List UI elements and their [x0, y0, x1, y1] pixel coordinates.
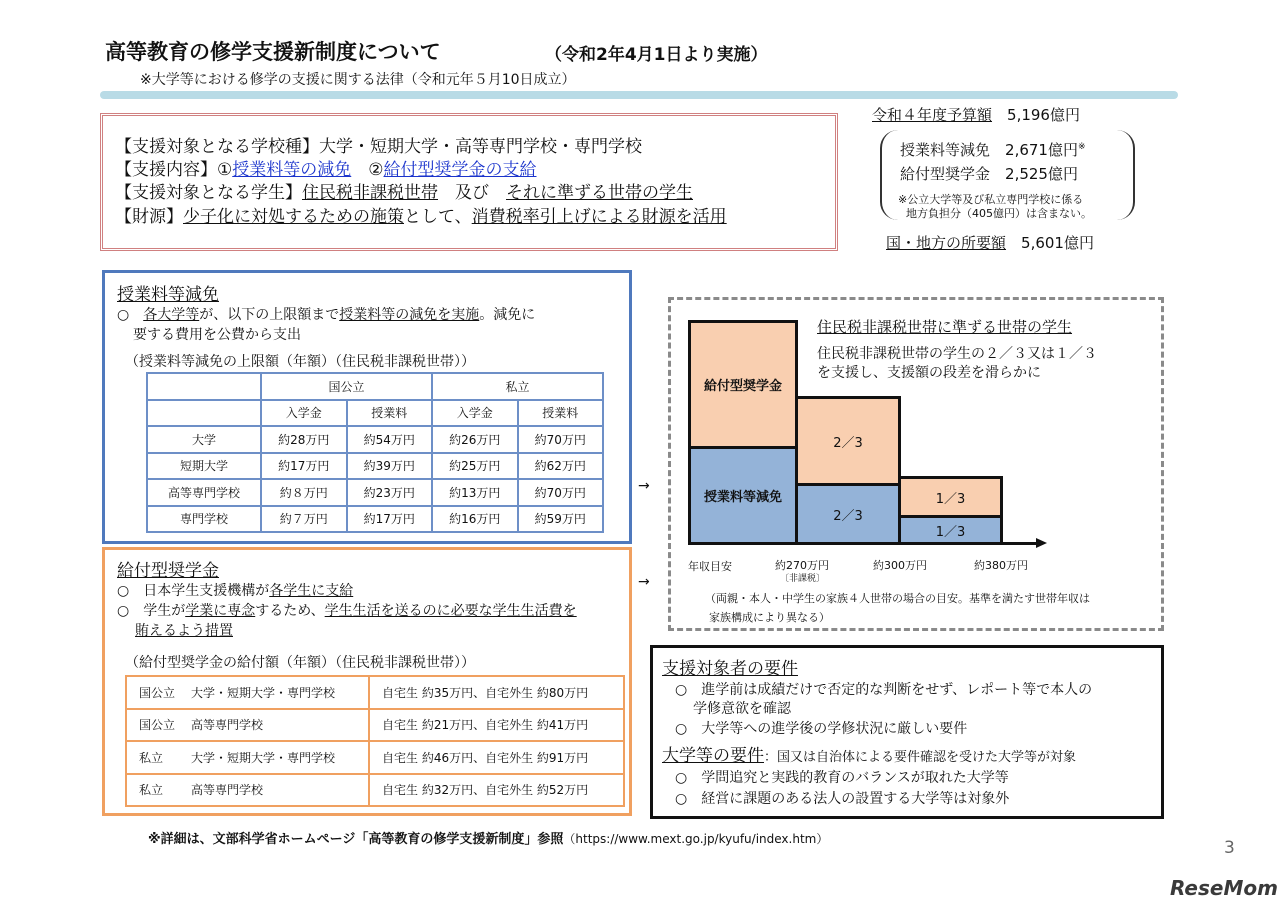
cell: 自宅生 約32万円、自宅外生 約52万円: [369, 774, 624, 807]
budget-item: [900, 139, 1086, 160]
mark: ※: [1077, 142, 1086, 152]
diagram-note: 家族構成により異なる）: [709, 611, 830, 624]
scholarship-text: 賄えるよう措置: [135, 623, 233, 639]
bar-scholarship-one-third: 1／3: [898, 476, 1003, 518]
label: 大学・短期大学・専門学校: [191, 685, 336, 700]
label: ：国又は自治体による要件確認を受けた大学等が対象: [764, 750, 1077, 765]
cell: 約23万円: [347, 479, 433, 506]
label: ②: [351, 160, 384, 180]
summary-line: [115, 178, 693, 203]
label: 国公立: [139, 718, 176, 733]
arrow-icon: →: [638, 574, 650, 590]
table-row: [147, 506, 603, 533]
cell: [126, 774, 369, 807]
cell: 授業料: [347, 400, 433, 427]
label: 経営に課題のある法人の設置する大学等は対象外: [701, 791, 1010, 807]
cell: [147, 400, 261, 427]
label: 高等専門学校: [191, 718, 264, 733]
label: 【財源】: [115, 207, 183, 227]
x-tick: 約380万円: [974, 559, 1028, 572]
label: 各学生に支給: [269, 583, 354, 599]
cell: 約70万円: [518, 479, 604, 506]
table-caption: （給付型奨学金の給付額（年額）（住民税非課税世帯））: [125, 655, 475, 671]
cell: 約８万円: [261, 479, 347, 506]
section-title: 授業料等減免: [117, 285, 219, 305]
bullet: ○: [675, 721, 688, 737]
x-axis: [688, 542, 1038, 545]
x-tick-sub: 〔非課税〕: [780, 574, 826, 584]
cell: 私立: [432, 373, 603, 400]
effective-date: （令和2年4月1日より実施）: [545, 45, 768, 65]
label: 私立: [139, 750, 164, 765]
label: 大学・短期大学・専門学校: [191, 750, 336, 765]
bar-tuition-one-third: 1／3: [898, 515, 1003, 545]
bar-scholarship-two-thirds: 2／3: [795, 396, 901, 486]
bullet: ○: [117, 583, 130, 599]
bullet: ○: [675, 682, 688, 698]
x-axis-label: 年収目安: [688, 560, 732, 573]
cell: 約７万円: [261, 506, 347, 533]
cell: 大学: [147, 426, 261, 453]
divider-bar: [100, 91, 1178, 99]
page-number: 3: [1224, 838, 1235, 858]
label: 学問追究と実践的教育のバランスが取れた大学等: [701, 770, 1009, 786]
label: 国・地方の所要額: [886, 234, 1007, 252]
footer-note: [148, 828, 828, 847]
tuition-table: [146, 372, 604, 533]
table-row: [147, 400, 603, 427]
requirement-item: [675, 718, 967, 738]
summary-box: [100, 113, 838, 251]
label: 学業に専念: [185, 603, 256, 619]
label: 令和４年度予算額: [872, 106, 993, 124]
value: 2,525億円: [1005, 165, 1078, 183]
section-title: 支援対象者の要件: [662, 659, 798, 679]
university-requirements: [662, 741, 1076, 766]
arrow-icon: →: [638, 478, 650, 494]
budget-total: [872, 104, 1080, 125]
budget-required: [886, 232, 1094, 253]
diagram-heading: 住民税非課税世帯に準ずる世帯の学生: [817, 318, 1073, 336]
bar-tuition-full: 授業料等減免: [688, 446, 798, 545]
label: 授業料等の減免を実施: [339, 307, 480, 323]
bar-tuition-two-thirds: 2／3: [795, 483, 901, 545]
scholarship-text: [117, 580, 353, 600]
label: 消費税率引上げによる財源を活用: [471, 207, 727, 227]
label: 各大学等: [143, 307, 200, 323]
label: 進学前は成績だけで否定的な判断をせず、レポート等で本人の: [701, 682, 1093, 698]
diagram-desc: を支援し、支援額の段差を滑らかに: [817, 365, 1041, 381]
label: 住民税非課税世帯: [302, 183, 438, 203]
table-row: [147, 373, 603, 400]
cell: [126, 709, 369, 742]
label: 国公立: [139, 685, 176, 700]
table-row: [147, 453, 603, 480]
cell: 短期大学: [147, 453, 261, 480]
requirement-item: [675, 679, 1092, 699]
cell: 入学金: [432, 400, 518, 427]
x-tick: 約300万円: [873, 559, 927, 572]
bullet: ○: [675, 791, 688, 807]
summary-line: [115, 202, 727, 227]
requirements-box: [650, 645, 1164, 819]
cell: 高等専門学校: [147, 479, 261, 506]
label: 及び: [438, 183, 506, 203]
label: 大学等への進学後の学修状況に厳しい要件: [701, 721, 968, 737]
label: 給付型奨学金: [900, 165, 991, 183]
footer-url[interactable]: （https://www.mext.go.jp/kyufu/index.htm）: [563, 832, 829, 846]
bullet: ○: [675, 770, 688, 786]
section-title: 給付型奨学金: [117, 561, 219, 581]
table-caption: （授業料等減免の上限額（年額）（住民税非課税世帯））: [125, 354, 475, 370]
label: 【支援対象となる学生】: [115, 183, 302, 203]
resemom-logo: ReseMom: [1170, 876, 1278, 900]
label: ※詳細は、文部科学省ホームページ「高等教育の修学支援新制度」参照: [148, 832, 564, 847]
tuition-text: 要する費用を公費から支出: [133, 327, 301, 343]
link-scholarship[interactable]: 給付型奨学金の支給: [383, 160, 537, 180]
cell: 自宅生 約46万円、自宅外生 約91万円: [369, 741, 624, 774]
bullet: ○: [117, 307, 130, 323]
diagram-note: （両親・本人・中学生の家族４人世帯の場合の目安。基準を満たす世帯年収は: [705, 592, 1090, 605]
table-row: [126, 741, 624, 774]
label: 学生生活を送るのに必要な学生生活費を: [324, 603, 577, 619]
label: 私立: [139, 783, 164, 798]
law-note: ※大学等における修学の支援に関する法律（令和元年５月10日成立）: [140, 72, 576, 88]
cell: 約39万円: [347, 453, 433, 480]
cell: 自宅生 約35万円、自宅外生 約80万円: [369, 676, 624, 709]
cell: 約17万円: [347, 506, 433, 533]
label: 学生が: [143, 603, 186, 619]
table-row: [126, 774, 624, 807]
cell: 授業料: [518, 400, 604, 427]
label: 【支援内容】①: [115, 160, 233, 180]
cell: 約25万円: [432, 453, 518, 480]
table-row: [126, 709, 624, 742]
cell: 約17万円: [261, 453, 347, 480]
budget-note: ※公立大学等及び私立専門学校に係る: [898, 193, 1084, 206]
table-row: [147, 479, 603, 506]
cell: 約13万円: [432, 479, 518, 506]
cell: 国公立: [261, 373, 432, 400]
label: 授業料等減免: [900, 141, 991, 159]
cell: 約28万円: [261, 426, 347, 453]
requirement-item: [675, 767, 1009, 787]
summary-line: [115, 155, 537, 180]
scholarship-table: [125, 675, 625, 807]
cell: 自宅生 約21万円、自宅外生 約41万円: [369, 709, 624, 742]
table-row: [126, 676, 624, 709]
cell: [147, 373, 261, 400]
value: 5,196億円: [1007, 106, 1080, 124]
value: 5,601億円: [1021, 234, 1094, 252]
page-title: 高等教育の修学支援新制度について: [105, 40, 441, 64]
cell: 約70万円: [518, 426, 604, 453]
cell: 専門学校: [147, 506, 261, 533]
label: 少子化に対処するための施策: [183, 207, 404, 227]
cell: 約62万円: [518, 453, 604, 480]
label: として、: [404, 207, 472, 227]
summary-line: 【支援対象となる学校種】大学・短期大学・高等専門学校・専門学校: [115, 137, 642, 157]
scholarship-section: [102, 547, 632, 816]
x-tick: 約270万円: [775, 559, 829, 572]
table-row: [147, 426, 603, 453]
cell: [126, 741, 369, 774]
cell: 入学金: [261, 400, 347, 427]
axis-arrow-icon: [1036, 538, 1047, 548]
bullet: ○: [117, 603, 130, 619]
bar-scholarship-full: 給付型奨学金: [688, 320, 798, 449]
cell: 約26万円: [432, 426, 518, 453]
tuition-section: [102, 270, 632, 544]
diagram-desc: 住民税非課税世帯の学生の２／３又は１／３: [817, 346, 1097, 362]
scholarship-text: [117, 600, 577, 620]
tuition-text: [117, 304, 535, 324]
cell: 約54万円: [347, 426, 433, 453]
requirement-item: [675, 788, 1009, 808]
value: 2,671億円: [1005, 141, 1078, 159]
link-tuition[interactable]: 授業料等の減免: [232, 160, 352, 180]
label: それに準ずる世帯の学生: [506, 183, 693, 203]
cell: 約59万円: [518, 506, 604, 533]
cell: [126, 676, 369, 709]
label: 。減免に: [479, 307, 536, 323]
label: するため、: [255, 603, 325, 619]
budget-item: [900, 163, 1078, 184]
label: が、以下の上限額まで: [199, 307, 340, 323]
budget-note: 地方負担分（405億円）は含まない。: [906, 207, 1092, 220]
cell: 約16万円: [432, 506, 518, 533]
label: 高等専門学校: [191, 783, 264, 798]
requirement-item: 学修意欲を確認: [693, 701, 791, 717]
label: 日本学生支援機構が: [143, 583, 270, 599]
label: 大学等の要件: [662, 746, 764, 766]
